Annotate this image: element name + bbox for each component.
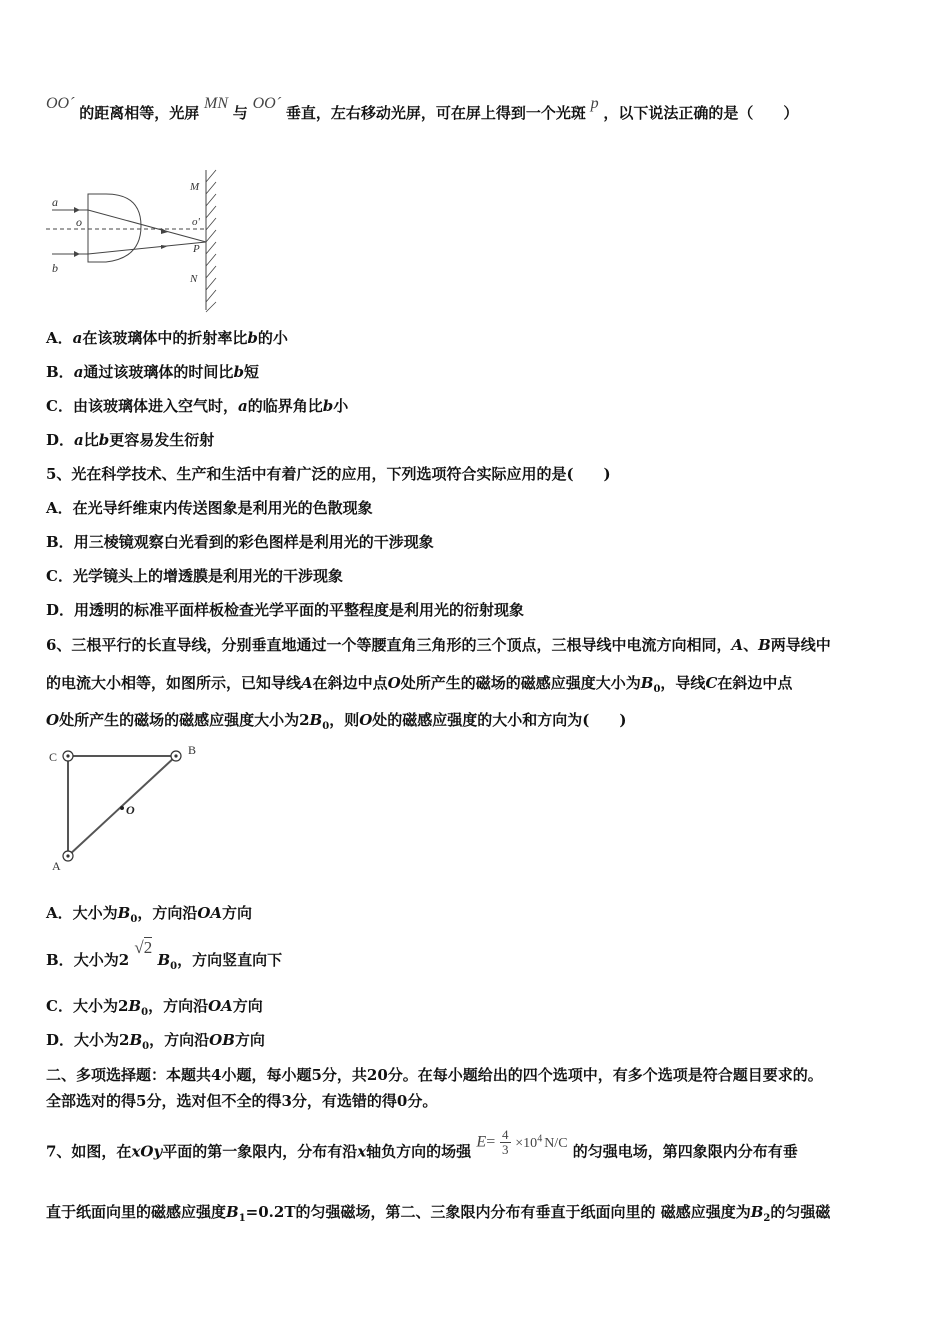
wire-c	[63, 751, 73, 761]
q4-oo-symbol: OO´	[46, 95, 75, 112]
q4-option-b: B．a通过该玻璃体的时间比b短	[46, 363, 259, 381]
q4-lens-figure	[46, 162, 236, 314]
q6-stem-line1: 6、三根平行的长直导线，分别垂直地通过一个等腰直角三角形的三个顶点，三根导线中电流方向相同，A、B两导线中	[46, 636, 831, 654]
label-o: o	[76, 215, 82, 229]
sqrt-symbol: √2	[134, 938, 153, 957]
field-formula: E= $\frac{4}{3}$ $\times 10^4$ N/C	[476, 1127, 568, 1157]
q6-stem-line2: 的电流大小相等，如图所示，已知导线A在斜边中点O处所产生的磁场的磁感应强度大小为$B_0$，导线C在斜边中点	[46, 674, 793, 695]
q5-option-a: A．在光导纤维束内传送图象是利用光的色散现象	[46, 499, 373, 517]
q5-option-d: D．用透明的标准平面样板检查光学平面的平整程度是利用光的衍射现象	[46, 601, 525, 619]
q6-triangle-figure	[46, 740, 206, 876]
q6-option-d: D．大小为$2B_0$，方向沿OB方向	[46, 1031, 265, 1052]
point-o	[120, 806, 124, 810]
q4-p-symbol: p	[590, 95, 599, 112]
q6-option-a: A．大小为$B_0$，方向沿OA方向	[46, 904, 253, 925]
q4-option-a: A．a在该玻璃体中的折射率比b的小	[46, 329, 288, 347]
wire-a	[63, 851, 73, 861]
section2-line1: 二、多项选择题：本题共4小题，每小题5分，共20分。在每小题给出的四个选项中，有多个选项是符合题目要求的。	[46, 1066, 823, 1084]
label-p: P	[193, 243, 200, 255]
wire-b	[171, 751, 181, 761]
q4-option-c: C．由该玻璃体进入空气时，a的临界角比b小	[46, 397, 349, 415]
label-o-prime: o'	[192, 216, 200, 228]
q6-option-c: C．大小为$2B_0$，方向沿OA方向	[46, 997, 263, 1018]
label-c: C	[49, 750, 58, 764]
label-b: b	[52, 261, 58, 275]
label-n: N	[190, 273, 198, 285]
q4-intro-line: OO´ 的距离相等，光屏 MN 与 OO´ 垂直，左右移动光屏，可在屏上得到一个光斑 p ，以下说法正确的是（ ）	[46, 95, 799, 122]
q6-option-b: B．大小为2 √2 $B_0$，方向竖直向下	[46, 938, 283, 972]
q4-oo-symbol-2: OO´	[252, 95, 282, 112]
q5-option-b: B．用三棱镜观察白光看到的彩色图样是利用光的干涉现象	[46, 533, 434, 551]
q7-line1: 7、如图，在xOy平面的第一象限内，分布有沿x轴负方向的场强 E= $\frac{4}{3}$ $\times 10^4$ N/C 的匀强电场，第四象限内分布有垂	[46, 1127, 798, 1161]
section2-line2: 全部选对的得5分，选对但不全的得3分，有选错的得0分。	[46, 1092, 438, 1110]
label-b-vertex: B	[188, 743, 197, 757]
label-m: M	[190, 181, 200, 193]
q5-stem: 5、光在科学技术、生产和生活中有着广泛的应用，下列选项符合实际应用的是( )	[46, 465, 611, 483]
q4-option-d: D．a比b更容易发生衍射	[46, 431, 215, 449]
label-a: a	[52, 195, 58, 209]
label-a-vertex: A	[52, 859, 61, 873]
q5-option-c: C．光学镜头上的增透膜是利用光的干涉现象	[46, 567, 343, 585]
q7-line2: 直于纸面向里的磁感应强度$B_1=0.2T$的匀强磁场，第二、三象限内分布有垂直于纸面向里的 磁感应强度为$B_2$的匀强磁	[46, 1203, 831, 1224]
q6-stem-line3: O处所产生的磁场的磁感应强度大小为$2B_0$，则O处的磁感应强度的大小和方向为( )	[46, 711, 627, 732]
q4-mn-symbol: MN	[204, 95, 229, 112]
label-o-point: O	[126, 803, 135, 817]
